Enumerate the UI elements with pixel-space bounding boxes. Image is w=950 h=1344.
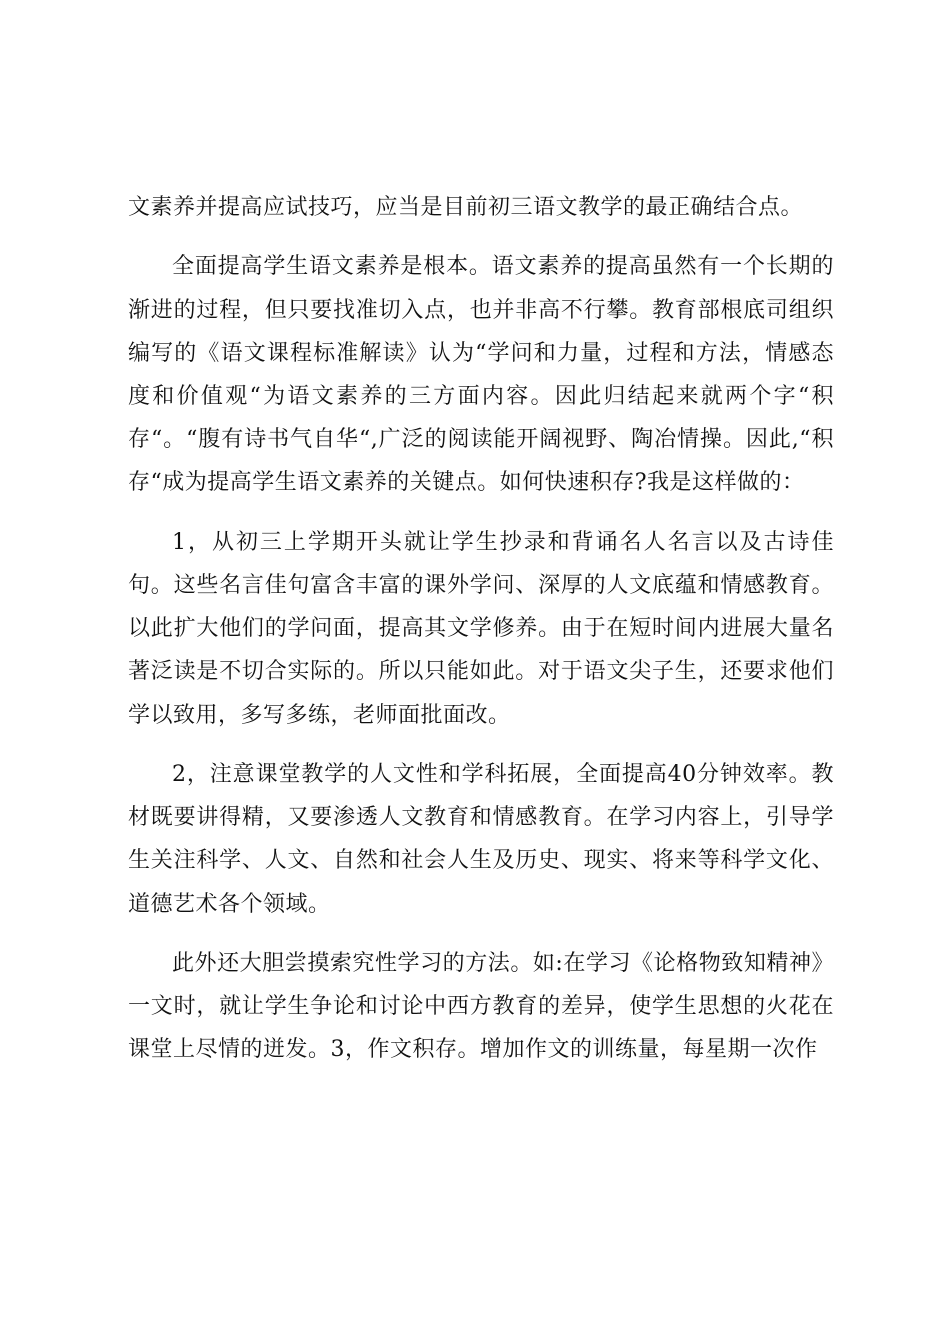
document-body — [128, 186, 834, 1072]
paragraph-5: 此外还大胆尝摸索究性学习的方法。如:在学习《论格物致知精神》一文时，就让学生争论和讨论中西方教育的差异，使学生思想的火花在课堂上尽情的迸发。3，作文积存。增加作文的训练量，每星期一次作 — [128, 951, 834, 1063]
paragraph-3: 1，从初三上学期开头就让学生抄录和背诵名人名言以及古诗佳句。这些名言佳句富含丰富的课外学问、深厚的人文底蕴和情感教育。以此扩大他们的学问面，提高其文学修养。由于在短时间内进展大量名著泛读是不切合实际的。所以只能如此。对于语文尖子生，还要求他们学以致用，多写多练，老师面批面改。 — [128, 529, 834, 728]
paragraph-1: 文素养并提高应试技巧，应当是目前初三语文教学的最正确结合点。 — [128, 195, 804, 220]
paragraph-4: 2，注意课堂教学的人文性和学科拓展，全面提高40分钟效率。教材既要讲得精，又要渗透人文教育和情感教育。在学习内容上，引导学生关注科学、人文、自然和社会人生及历史、现实、将来等科学文化、道德艺术各个领域。 — [128, 762, 834, 917]
paragraph-2: 全面提高学生语文素养是根本。语文素养的提高虽然有一个长期的渐进的过程，但只要找准切入点，也并非高不行攀。教育部根底司组织编写的《语文课程标准解读》认为“学问和力量，过程和方法，情感态度和价值观“为语文素养的三方面内容。因此归结起来就两个字“积存“。“腹有诗书气自华“,广泛的阅读能开阔视野、陶冶情操。因此,“积存“成为提高学生语文素养的关键点。如何快速积存?我是这样做的： — [128, 254, 834, 496]
